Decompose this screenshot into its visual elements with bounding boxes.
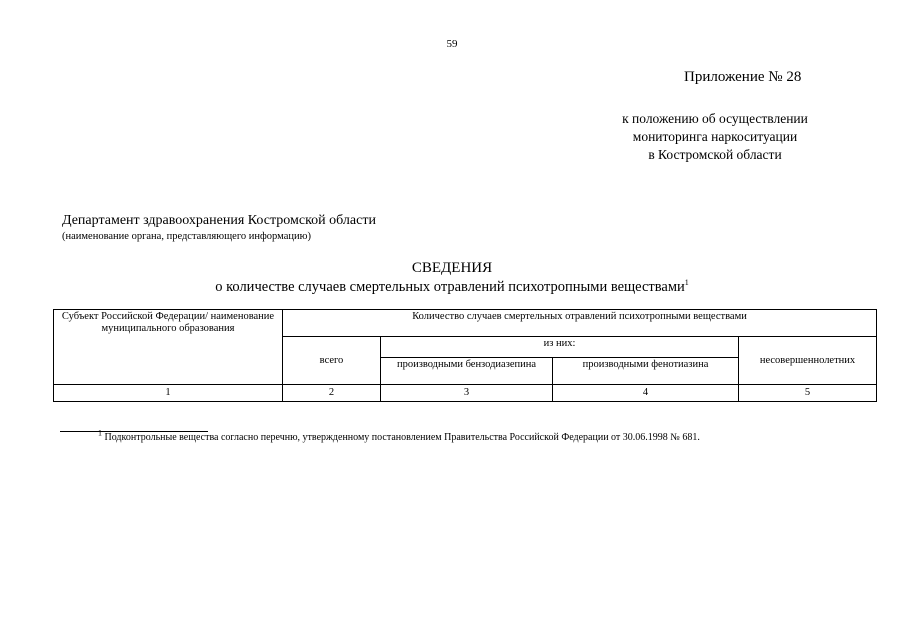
column-number: 3 [381, 385, 553, 402]
subject-header: Субъект Российской Федерации/ наименование муниципального образования [54, 310, 283, 385]
footnote-text: Подконтрольные вещества согласно перечню, утвержденному постановлением Правительства Российской Федерации от 30.06.1998 № 681. [104, 432, 700, 443]
appendix-reference-line: мониторинга наркоситуации [632, 129, 798, 144]
appendix-reference [560, 110, 870, 164]
organization-hint: (наименование органа, представляющего информацию) [62, 231, 311, 242]
document-subtitle [0, 279, 904, 296]
report-table [53, 309, 877, 402]
of-them-header: из них: [381, 337, 739, 358]
minors-header: несовершеннолетних [739, 337, 877, 385]
column-number: 5 [739, 385, 877, 402]
document-title: СВЕДЕНИЯ [411, 260, 493, 276]
footnote [98, 428, 700, 443]
organization-name: Департамент здравоохранения Костромской области [62, 213, 376, 228]
appendix-title: Приложение № 28 [684, 69, 802, 85]
footnote-mark: 1 [684, 278, 689, 288]
group-header: Количество случаев смертельных отравлений психотропными веществами [283, 310, 877, 337]
total-header: всего [283, 337, 381, 385]
document-subtitle-text: о количестве случаев смертельных отравлений психотропными веществами [215, 279, 685, 295]
page-number: 59 [446, 38, 458, 50]
column-number: 4 [553, 385, 739, 402]
phenothiazine-header: производными фенотиазина [553, 358, 739, 385]
appendix-reference-line: к положению об осуществлении [622, 111, 808, 126]
benzodiazepine-header: производными бензодиазепина [381, 358, 553, 385]
column-number: 1 [54, 385, 283, 402]
column-number: 2 [283, 385, 381, 402]
appendix-reference-line: в Костромской области [648, 147, 782, 162]
footnote-number: 1 [98, 428, 102, 438]
